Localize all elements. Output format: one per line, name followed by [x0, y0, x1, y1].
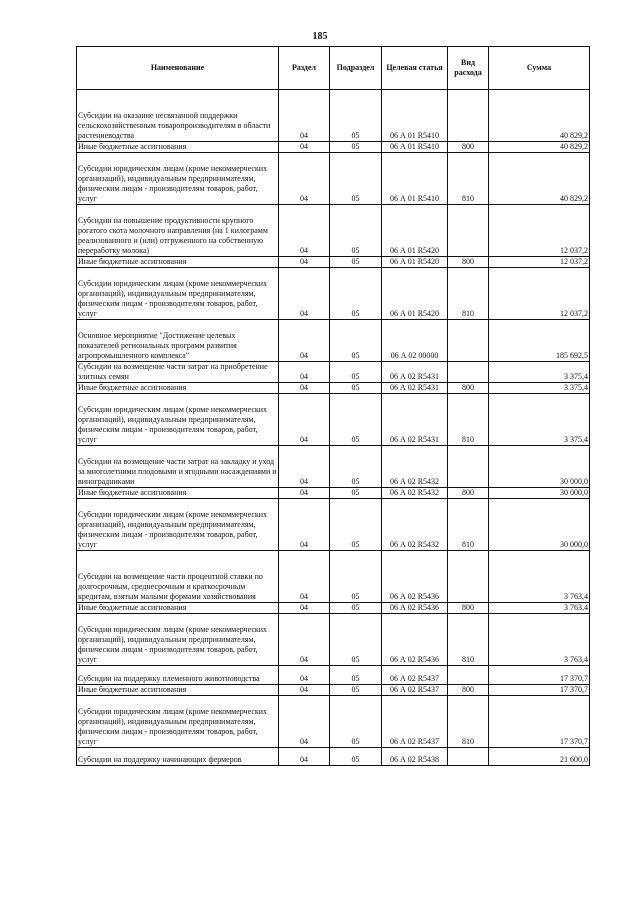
row-amount: 17 370,7: [489, 666, 590, 685]
row-target: 06 А 01 R5410: [382, 142, 448, 153]
page-number: 185: [312, 31, 328, 42]
row-kind: 810: [448, 614, 489, 666]
row-kind: 810: [448, 696, 489, 748]
row-name: Субсидии юридическим лицам (кроме некоммерческих организаций), индивидуальным предпринимателям, физическим лицам - производителям товаров, работ, услуг: [77, 394, 279, 446]
row-subsection: 05: [330, 362, 382, 383]
row-target: 06 А 01 R5410: [382, 90, 448, 142]
row-target: 06 А 01 R5420: [382, 205, 448, 257]
row-section: 04: [279, 488, 330, 499]
header-section: Раздел: [279, 47, 330, 90]
row-target: 06 А 01 R5420: [382, 257, 448, 268]
row-name: Субсидии на поддержку племенного животноводства: [77, 666, 279, 685]
table-row: [77, 268, 590, 320]
row-amount: 12 037,2: [489, 257, 590, 268]
table-row: [77, 488, 590, 499]
row-subsection: 05: [330, 551, 382, 603]
row-subsection: 05: [330, 320, 382, 362]
row-kind: [448, 205, 489, 257]
row-target: 06 А 02 R5432: [382, 446, 448, 488]
table-row: [77, 153, 590, 205]
row-amount: 3 763,4: [489, 614, 590, 666]
row-name: Субсидии на возмещение части затрат на закладку и уход за многолетними плодовыми и ягодными насаждениями и виноградниками: [77, 446, 279, 488]
row-name: Субсидии юридическим лицам (кроме некоммерческих организаций), индивидуальным предпринимателям, физическим лицам - производителям товаров, работ, услуг: [77, 614, 279, 666]
header-name: Наименование: [77, 47, 279, 90]
table-row: [77, 696, 590, 748]
row-subsection: 05: [330, 748, 382, 766]
row-name: Субсидии юридическим лицам (кроме некоммерческих организаций), индивидуальным предпринимателям, физическим лицам - производителям товаров, работ, услуг: [77, 268, 279, 320]
table-row: [77, 320, 590, 362]
row-kind: 810: [448, 499, 489, 551]
row-subsection: 05: [330, 205, 382, 257]
table-row: [77, 499, 590, 551]
row-name: Иные бюджетные ассигнования: [77, 142, 279, 153]
row-amount: 30 000,0: [489, 488, 590, 499]
row-kind: 800: [448, 257, 489, 268]
row-target: 06 А 02 R5436: [382, 551, 448, 603]
row-target: 06 А 01 R5410: [382, 153, 448, 205]
row-name: Субсидии юридическим лицам (кроме некоммерческих организаций), индивидуальным предпринимателям, физическим лицам - производителям товаров, работ, услуг: [77, 153, 279, 205]
row-amount: 3 763,4: [489, 551, 590, 603]
table-row: [77, 748, 590, 766]
row-section: 04: [279, 666, 330, 685]
row-amount: 40 829,2: [489, 153, 590, 205]
row-section: 04: [279, 614, 330, 666]
row-section: 04: [279, 205, 330, 257]
row-subsection: 05: [330, 394, 382, 446]
row-kind: 800: [448, 488, 489, 499]
row-target: 06 А 02 R5438: [382, 748, 448, 766]
row-name: Субсидии юридическим лицам (кроме некоммерческих организаций), индивидуальным предпринимателям, физическим лицам - производителям товаров, работ, услуг: [77, 696, 279, 748]
row-subsection: 05: [330, 257, 382, 268]
table-row: [77, 614, 590, 666]
row-target: 06 А 02 R5436: [382, 614, 448, 666]
row-amount: 30 000,0: [489, 446, 590, 488]
row-subsection: 05: [330, 603, 382, 614]
row-kind: 800: [448, 383, 489, 394]
row-amount: 12 037,2: [489, 268, 590, 320]
row-name: Основное мероприятие "Достижение целевых показателей региональных программ развития агропромышленного комплекса": [77, 320, 279, 362]
row-amount: 40 829,2: [489, 142, 590, 153]
row-kind: 800: [448, 142, 489, 153]
table-row: [77, 257, 590, 268]
row-section: 04: [279, 90, 330, 142]
row-target: 06 А 02 R5431: [382, 394, 448, 446]
row-name: Субсидии на оказание несвязанной поддержки сельскохозяйственным товаропроизводителям в области растениеводства: [77, 90, 279, 142]
row-section: 04: [279, 394, 330, 446]
row-subsection: 05: [330, 685, 382, 696]
row-kind: [448, 90, 489, 142]
table-row: [77, 551, 590, 603]
row-name: Иные бюджетные ассигнования: [77, 383, 279, 394]
row-target: 06 А 02 R5431: [382, 362, 448, 383]
table-row: [77, 90, 590, 142]
budget-table: [76, 46, 590, 766]
row-subsection: 05: [330, 383, 382, 394]
row-target: 06 А 02 00000: [382, 320, 448, 362]
row-section: 04: [279, 748, 330, 766]
row-subsection: 05: [330, 696, 382, 748]
row-name: Субсидии на возмещение части затрат на приобретение элитных семян: [77, 362, 279, 383]
row-kind: [448, 666, 489, 685]
header-amount: Сумма: [489, 47, 590, 90]
row-name: Иные бюджетные ассигнования: [77, 488, 279, 499]
row-subsection: 05: [330, 488, 382, 499]
table-row: [77, 362, 590, 383]
row-target: 06 А 02 R5432: [382, 499, 448, 551]
row-amount: 3 375,4: [489, 383, 590, 394]
row-subsection: 05: [330, 90, 382, 142]
row-section: 04: [279, 603, 330, 614]
row-section: 04: [279, 696, 330, 748]
row-kind: [448, 362, 489, 383]
row-section: 04: [279, 320, 330, 362]
table-row: [77, 383, 590, 394]
row-amount: 17 370,7: [489, 685, 590, 696]
row-kind: [448, 320, 489, 362]
row-subsection: 05: [330, 268, 382, 320]
row-section: 04: [279, 446, 330, 488]
table-row: [77, 603, 590, 614]
table-row: [77, 394, 590, 446]
table-row: [77, 446, 590, 488]
row-subsection: 05: [330, 153, 382, 205]
row-kind: [448, 446, 489, 488]
row-name: Иные бюджетные ассигнования: [77, 257, 279, 268]
row-subsection: 05: [330, 142, 382, 153]
row-section: 04: [279, 153, 330, 205]
row-target: 06 А 02 R5432: [382, 488, 448, 499]
row-amount: 12 037,2: [489, 205, 590, 257]
row-section: 04: [279, 257, 330, 268]
row-kind: [448, 551, 489, 603]
row-section: 04: [279, 551, 330, 603]
row-kind: [448, 748, 489, 766]
table-row: [77, 685, 590, 696]
row-name: Субсидии на повышение продуктивности крупного рогатого скота молочного направления (на 1 килограмм реализованного и (или) отгруженного на собственную переработку молока): [77, 205, 279, 257]
row-subsection: 05: [330, 666, 382, 685]
row-kind: 810: [448, 268, 489, 320]
row-kind: 810: [448, 394, 489, 446]
header-target: Целевая статья: [382, 47, 448, 90]
row-section: 04: [279, 268, 330, 320]
row-kind: 810: [448, 153, 489, 205]
row-target: 06 А 02 R5431: [382, 383, 448, 394]
row-amount: 21 600,0: [489, 748, 590, 766]
row-target: 06 А 01 R5420: [382, 268, 448, 320]
row-kind: 800: [448, 685, 489, 696]
row-target: 06 А 02 R5436: [382, 603, 448, 614]
row-amount: 30 000,0: [489, 499, 590, 551]
row-amount: 3 375,4: [489, 362, 590, 383]
row-name: Субсидии на возмещение части процентной ставки по долгосрочным, среднесрочным и краткосрочным кредитам, взятым малыми формами хозяйствования: [77, 551, 279, 603]
row-target: 06 А 02 R5437: [382, 666, 448, 685]
table-header-row: [77, 47, 590, 90]
row-amount: 17 370,7: [489, 696, 590, 748]
row-amount: 40 829,2: [489, 90, 590, 142]
row-name: Иные бюджетные ассигнования: [77, 603, 279, 614]
row-section: 04: [279, 383, 330, 394]
row-name: Иные бюджетные ассигнования: [77, 685, 279, 696]
header-subsection: Подраздел: [330, 47, 382, 90]
row-subsection: 05: [330, 614, 382, 666]
row-amount: 3 763,4: [489, 603, 590, 614]
header-kind: Вид расхода: [448, 47, 489, 90]
table-row: [77, 666, 590, 685]
row-section: 04: [279, 499, 330, 551]
row-amount: 185 692,5: [489, 320, 590, 362]
row-target: 06 А 02 R5437: [382, 696, 448, 748]
row-name: Субсидии юридическим лицам (кроме некоммерческих организаций), индивидуальным предпринимателям, физическим лицам - производителям товаров, работ, услуг: [77, 499, 279, 551]
table-row: [77, 142, 590, 153]
row-subsection: 05: [330, 499, 382, 551]
row-section: 04: [279, 685, 330, 696]
row-target: 06 А 02 R5437: [382, 685, 448, 696]
row-subsection: 05: [330, 446, 382, 488]
row-name: Субсидии на поддержку начинающих фермеров: [77, 748, 279, 766]
row-section: 04: [279, 142, 330, 153]
row-kind: 800: [448, 603, 489, 614]
row-amount: 3 375,4: [489, 394, 590, 446]
table-row: [77, 205, 590, 257]
row-section: 04: [279, 362, 330, 383]
